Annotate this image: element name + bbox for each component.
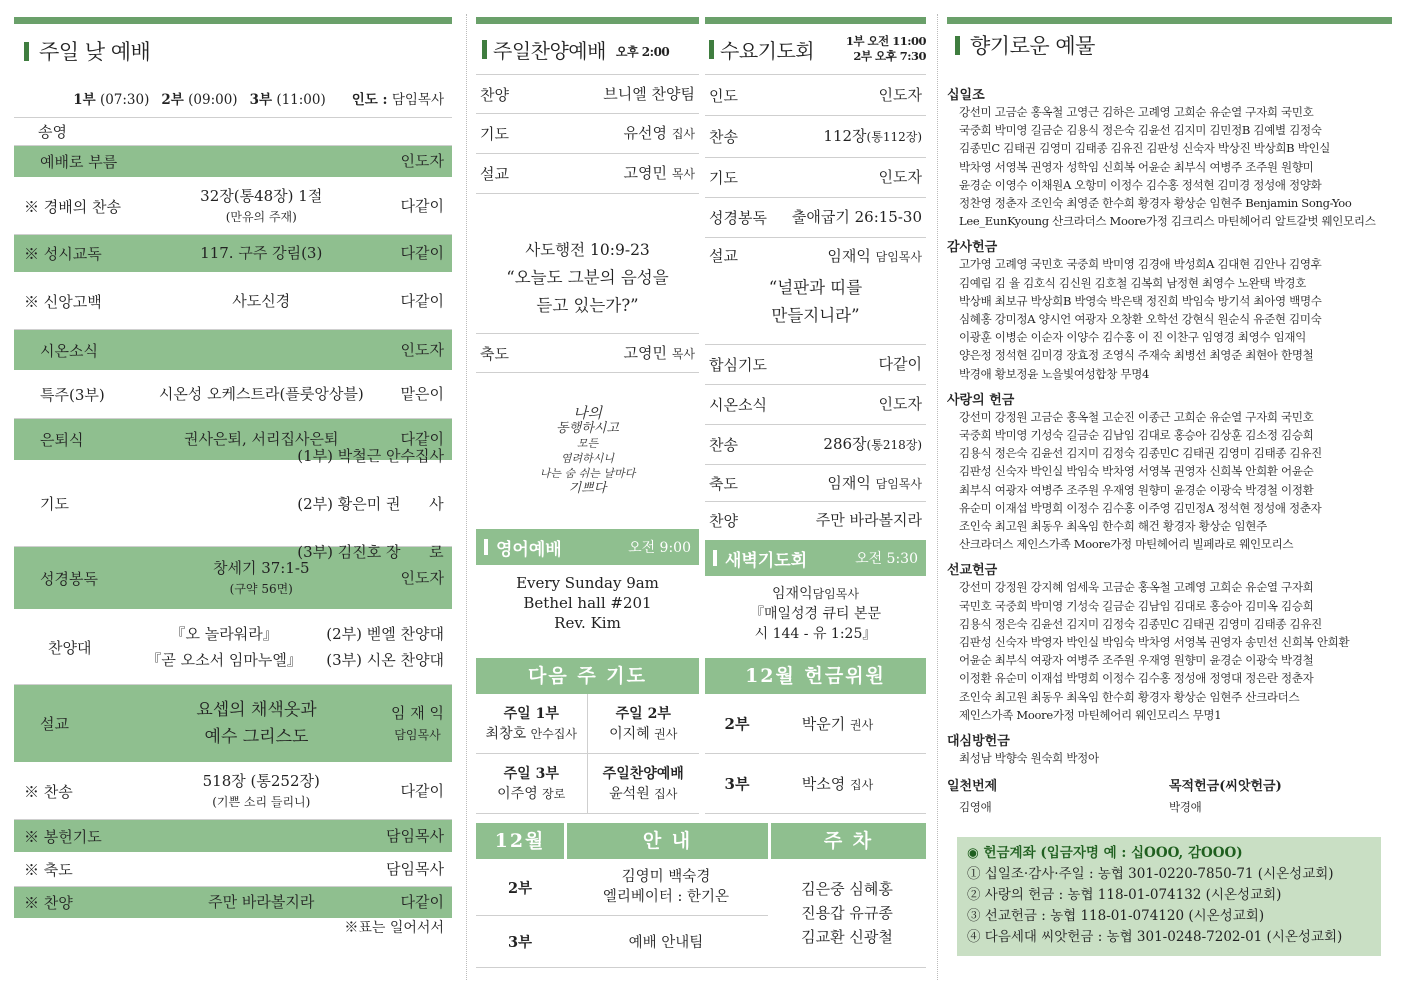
order-leader: 인도자 [400,568,444,587]
sermon-title: “널판과 띠를 [768,278,863,297]
offering-name-line: 김판성 신숙자 박영자 박인실 박임숙 박차영 서영복 권영자 송민선 신희복 안희환 [959,635,1350,650]
order-leader: 담임목사 [386,826,444,845]
preacher-title: 담임목사 [394,727,441,742]
scripture-reference: 창세기 37:1-5 [212,558,310,577]
hymn-title: (만유의 주재) [225,210,297,224]
offering-name-line: 박상배 최보규 박상희B 박영숙 박은택 정진희 박임숙 방기석 최아영 백명수 [959,293,1322,308]
guide-row: 3부 예배 안내팀 [476,916,768,968]
service-3-time: (11:00) [276,91,326,108]
order-row: ※ 찬양 주만 바라볼지라 다같이 [14,887,452,919]
offering-name-line: 산크라더스 제인스가족 Moore가정 마틴헤어리 빌페라로 웨인모리스 [959,537,1294,552]
service-time: 1부 오전 11:00 [845,34,926,48]
column-offerings [947,0,1392,956]
service-1-time: (07:30) [99,91,150,108]
next-prayer-title: 다음 주 기도 [476,658,699,694]
wednesday-row [705,385,926,425]
row-label: 찬송 [709,128,738,146]
wednesday-row [705,502,926,538]
offering-names [947,255,1392,382]
english-worship-header: 영어예배 오전 9:00 [476,529,699,565]
account-line: ③ 선교헌금 : 농협 118-01-074120 (시온성교회) [967,907,1265,924]
afternoon-row [476,74,699,114]
offering-name-line: 박차영 서영복 권영자 성학임 신희복 어윤순 최부식 여병주 조주원 원향미 [959,159,1314,174]
order-label: 성시교독 [43,245,102,263]
order-label: 찬양 [43,894,73,912]
order-label: 기도 [40,495,69,513]
offering-name-line: 심혜홍 강미정A 양시언 여광자 오창환 오학선 강현식 원순식 유준현 김미숙 [959,312,1322,327]
choir-name: (3부) 시온 찬양대 [326,651,444,669]
order-leader: 다같이 [400,781,444,800]
service-time: 2부 오후 7:30 [853,49,926,63]
scripture-page: (구약 56면) [229,582,293,596]
row-value: 출애굽기 26:15-30 [791,208,922,227]
row-label: 기도 [709,169,738,187]
account-title: ◉ 헌금계좌 (입금자명 예 : 십OOO, 감OOO) [967,844,1243,861]
leader-value: 담임목사 [391,91,444,108]
offering-name-line: 윤경순 이영수 이채원A 오항미 이정수 김수홍 정석현 김미경 정성애 정양화 [959,177,1322,192]
offering-name-line: 박경애 황보정윤 노을빛여성합창 무명4 [959,366,1150,381]
offering-name-line: 김용식 정은숙 김윤선 김지미 김정숙 김종민C 김태권 김영미 김태종 김유진 [959,616,1322,631]
row-label: 찬양 [709,511,738,530]
afternoon-row: 축도 고영민 목사 [476,334,699,373]
order-row: ※ 축도 담임목사 [14,853,452,887]
offering-group-title: 사랑의 헌금 [947,392,1015,408]
offering-name-line: 국중희 박미영 길금순 김용식 정은숙 김윤선 김지미 김민정B 김예별 김정숙 [959,123,1322,138]
order-label: 봉헌기도 [43,827,102,846]
hymn-title: (기쁜 소리 들리니) [212,795,311,809]
offering-name-line: 양은정 정석현 김미경 장효정 조영식 주재숙 최병선 최영준 최현아 한명철 [959,348,1314,363]
onethousand-offering-label: 일천번제 [947,779,998,795]
order-leader: 인도자 [400,340,444,359]
offering-names [947,749,1392,767]
row-value: 인도자 [878,168,922,187]
row-value: 286장 [823,435,867,454]
order-label: 송영 [38,123,67,141]
offering-name-line: 김판성 신숙자 박인실 박임숙 박차영 서영복 권영자 신희복 안희환 어윤순 [959,464,1314,479]
choir-name: (2부) 벧엘 찬양대 [326,625,444,643]
order-label: 축도 [43,861,73,879]
guide-month: 12월 [476,823,564,859]
row-value: 유선영 [623,124,668,143]
wednesday-row [705,158,926,198]
offering-name-line: 어윤순 최부식 여광자 여병주 조주원 우재영 원향미 윤경순 이광숙 박경철 [959,653,1314,668]
leader-label: 인도 : [351,91,388,108]
standing-note: ※표는 일어서서 [344,920,444,936]
afternoon-row: 설교 고영민 목사 [476,154,699,194]
offering-committee-title: 12월 헌금위원 [705,658,926,694]
order-row [14,118,452,146]
closing-song: 주만 바라볼지라 [208,893,315,912]
sermon-title: 요셉의 채색옷과 [196,699,317,720]
order-row: ※ 성시교독 117. 구주 강림(3) 다같이 [14,235,452,273]
row-label: 찬양 [480,85,509,104]
row-value: 인도자 [878,395,922,414]
hymn-number: 32장(통48장) 1절 [200,186,323,205]
section-title [14,24,452,78]
row-label: 설교 [709,246,738,265]
title-marker-icon [24,42,29,61]
sermon-row [14,685,452,763]
top-bar [476,17,699,24]
creed: 사도신경 [232,291,291,310]
offering-name-line: 제인스가족 Moore가정 마틴헤어리 웨인모리스 무명1 [959,707,1222,722]
offering-name-line: 조인숙 최고원 최동우 최옥임 한수희 해건 황경자 황상순 임현주 [959,519,1267,534]
offering-name-line: 이정환 유순미 이재섭 박명희 이정수 김수홍 정성애 정영대 정은란 정춘자 [959,671,1314,686]
offering-name-line: 고가영 고례영 국민호 국중희 박미영 김경애 박성희A 김대현 김안나 김영후 [959,257,1322,272]
order-leader: 다같이 [400,196,444,215]
order-label: 은퇴식 [40,431,84,449]
committee-row: 3부 박소영 집사 [705,754,926,814]
dawn-prayer-info: 임재익담임목사 『매일성경 큐티 본문 시 144 - 유 1:25』 [749,586,882,642]
offering-name-line: 김용식 정은숙 김윤선 김지미 김정숙 김종민C 김태권 김영미 김태종 김유진 [959,446,1322,461]
column-sunday-worship [14,0,452,937]
row-label: 성경봉독 [709,209,767,227]
title-marker-icon [713,550,717,566]
preacher-name: 임 재 익 [390,704,444,723]
order-leader: 담임목사 [386,860,444,879]
offering-name-line: Lee_EunKyoung 산크라더스 Moore가정 김크리스 마틴헤어리 알트갈벗 웨인모리스 [959,214,1376,229]
anthem-title: 『곧 오소서 임마누엘』 [146,651,302,669]
section-title: 주일찬양예배 [493,38,606,63]
wednesday-row [705,74,926,116]
row-value: 임재익 [827,246,871,265]
account-line: ④ 다음세대 씨앗헌금 : 농협 301-0248-7202-01 (시온성교회) [967,928,1343,945]
column-afternoon-worship [476,0,699,649]
order-label: 성경봉독 [40,569,98,588]
guide-parking-table [476,823,926,968]
order-row [14,146,452,178]
row-label: 축도 [709,474,738,493]
offering-name-line: 강선미 강정원 고금순 홍옥철 고순진 이종근 고희순 유순열 구자희 국민호 [959,409,1314,424]
service-1-label: 1부 [73,91,96,108]
prayer-person: (1부) 박철근 안수집사 [297,446,444,465]
parking-title: 주 차 [771,823,926,859]
order-leader: 다같이 [400,244,444,263]
order-label: 신앙고백 [43,292,102,311]
row-value: 고영민 [623,343,668,362]
purpose-offering-label: 목적헌금(씨앗헌금) [1169,779,1282,795]
service-3-label: 3부 [249,91,273,108]
wednesday-row: 찬송 286장(통218장) [705,425,926,465]
offering-group-title: 선교헌금 [947,563,998,579]
order-row: ※ 봉헌기도 담임목사 [14,820,452,853]
page-title: 주일 낮 예배 [39,40,151,64]
row-value: 인도자 [878,85,922,104]
order-label: 특주(3부) [40,386,105,404]
sermon-title: 듣고 있는가?” [536,296,639,315]
order-row: ※ 신앙고백 사도신경 다같이 [14,273,452,330]
service-2-time: (09:00) [188,91,238,108]
order-row [14,371,452,419]
account-line: ② 사랑의 헌금 : 농협 118-01-074132 (시온성교회) [967,886,1282,903]
choir-row [14,610,452,685]
retirement-ceremony: 권사은퇴, 서리집사은퇴 [184,430,339,449]
parking-list: 김은중 심혜홍 진용갑 유규종 김교환 신광철 [768,859,926,968]
purpose-offering-names: 박경애 [1169,800,1202,815]
guide-title: 안 내 [567,823,768,859]
offering-name-line: 최성남 박향숙 원숙희 박정아 [959,751,1099,766]
english-worship-info: Every Sunday 9am Bethel hall #201 Rev. Kim [516,574,659,632]
row-label: 합심기도 [709,356,767,374]
title-marker-icon [709,40,714,59]
title-marker-icon [955,36,960,55]
sermon-title: “오늘도 그분의 음성을 [506,268,669,287]
order-label: 경배의 찬송 [43,197,122,216]
service-time: 오후 2:00 [615,44,670,59]
row-label: 인도 [709,86,738,105]
guide-row: 2부 김영미 백숙경 엘리베이터 : 한기온 [476,859,768,916]
prayer-cell: 주일 3부 이주영 장로 [476,754,588,814]
row-value: 브니엘 찬양팀 [603,84,695,103]
scripture-reference: 사도행전 10:9-23 [525,241,650,259]
order-row [14,330,452,371]
wednesday-row [705,345,926,385]
offering-name-line: 강선미 고금순 홍옥철 고영근 김하은 고례영 고희순 유순열 구자희 국민호 [959,105,1314,119]
offering-name-line: 이광훈 이병순 이순자 이양수 김수홍 이 진 이찬구 임영경 최영수 임재익 [959,330,1307,345]
section-title: 향기로운 예물 [970,34,1095,58]
offering-name-line: 국중희 박미영 기성숙 길금순 김남임 김대로 홍승아 김상훈 김소정 김승희 [959,428,1314,443]
offering-groups [947,66,1392,767]
top-bar [947,17,1392,24]
column-divider [466,14,467,980]
top-bar [705,17,926,24]
offering-name-line: 유순미 이재섭 박명희 이정수 김수홍 이주영 김민정A 정석현 정성애 정춘자 [959,500,1322,515]
account-box [957,837,1381,956]
wednesday-sermon: 설교 임재익 담임목사 “널판과 띠를 만들지니라” [705,238,926,345]
wednesday-row: 축도 임재익 담임목사 [705,465,926,502]
row-label: 기도 [480,125,509,143]
column-wednesday-prayer [705,0,926,660]
special-music: 시온성 오케스트라(플룻앙상블) [158,385,364,404]
hymn-number: 518장 (통252장) [202,771,320,790]
afternoon-sermon [476,194,699,334]
title-marker-icon [484,539,488,555]
order-label: 예배로 부름 [40,153,118,171]
row-value: 고영민 [623,164,668,183]
schedule-line [14,78,452,118]
account-line: ① 십일조·감사·주일 : 농협 301-0220-7850-71 (시온성교회) [967,865,1334,882]
order-leader: 맡은이 [400,385,444,404]
row-value: 다같이 [878,355,922,374]
column-divider [937,14,938,980]
order-row: ※ 경배의 찬송 32장(통48장) 1절 (만유의 주재) 다같이 [14,178,452,235]
row-label: 시온소식 [709,396,767,414]
offering-name-line: 김예림 김 율 김호식 김신원 김호철 김복희 남정현 최영수 노완택 박경호 [959,275,1307,290]
offering-group-title: 감사헌금 [947,240,998,256]
offering-name-line: 최부식 여광자 여병주 조주원 우재영 원향미 윤경순 이광숙 박경철 이정환 [959,482,1314,497]
prayer-cell: 주일 1부 최창호 안수집사 [476,694,588,754]
afternoon-row: 기도 유선영 집사 [476,114,699,154]
service-2-label: 2부 [161,91,184,108]
row-label: 축도 [480,344,509,363]
calligraphy-image: 나의 동행하시고 모든 염려하시니 나는 숨 쉬는 날마다 기쁘다 [539,404,636,496]
next-week-prayer [476,658,699,814]
offering-name-line: 강선미 강정원 강지혜 엄세욱 고금순 홍옥철 고례영 고희순 유순열 구자희 [959,580,1314,595]
row-label: 설교 [480,165,509,183]
offering-name-line: 국민호 국중희 박미영 기성숙 길금순 김남임 김대로 홍승아 김미옥 김승희 [959,598,1314,613]
onethousand-offering-names: 김영애 [959,800,992,815]
prayer-row [14,446,452,561]
order-leader: 인도자 [400,152,444,171]
responsive-reading: 117. 구주 강림(3) [200,244,323,263]
order-label: 설교 [40,715,69,733]
sermon-title: 예수 그리스도 [204,726,309,747]
hymn-row: ※ 찬송 518장 (통252장) (기쁜 소리 들리니) 다같이 [14,763,452,820]
dawn-prayer-header: 새벽기도회 오전 5:30 [705,540,926,576]
offering-names [947,408,1392,554]
row-value: 112장 [823,127,867,146]
committee-row: 2부 박운기 권사 [705,694,926,754]
offering-name-line: 정찬영 정춘자 조인숙 최영준 한수희 황경자 황상순 임현주 Benjamin Song-Yoo [959,196,1352,211]
row-label: 찬송 [709,436,738,454]
offering-names [947,103,1392,230]
offering-name-line: 김종민C 김태권 김영미 김태종 김유진 김판성 신숙자 박상진 박상희B 박인실 [959,141,1331,156]
offering-group-title: 대심방헌금 [947,734,1010,750]
offering-name-line: 조인숙 최고원 최동우 최옥임 한수희 황경자 황상순 임현주 산크라더스 [959,689,1300,704]
offering-committee [705,658,926,814]
order-leader: 다같이 [400,893,444,912]
offering-names [947,578,1392,724]
prayer-person: (2부) 황은미 권 사 [297,494,444,513]
wednesday-row [705,198,926,238]
prayer-cell: 주일찬양예배 윤석원 집사 [588,754,700,814]
section-title: 수요기도회 [720,38,815,63]
order-label: 시온소식 [40,341,98,360]
anthem-title: 『오 놀라워라』 [170,625,278,643]
prayer-person: (3부) 김진호 장 로 [297,542,444,561]
order-label: 찬양대 [48,638,92,657]
order-leader: 다같이 [400,291,444,310]
offering-group-title: 십일조 [947,88,985,103]
order-leader: 다같이 [400,430,444,449]
prayer-cell: 주일 2부 이지혜 권사 [588,694,700,754]
wednesday-row: 찬송 112장(통112장) [705,116,926,158]
row-value: 임재익 [827,473,871,492]
row-value: 주만 바라볼지라 [815,510,922,529]
order-label: 찬송 [43,782,73,801]
sermon-title: 만들지니라” [771,306,860,325]
title-marker-icon [482,40,487,59]
top-bar [14,17,452,24]
